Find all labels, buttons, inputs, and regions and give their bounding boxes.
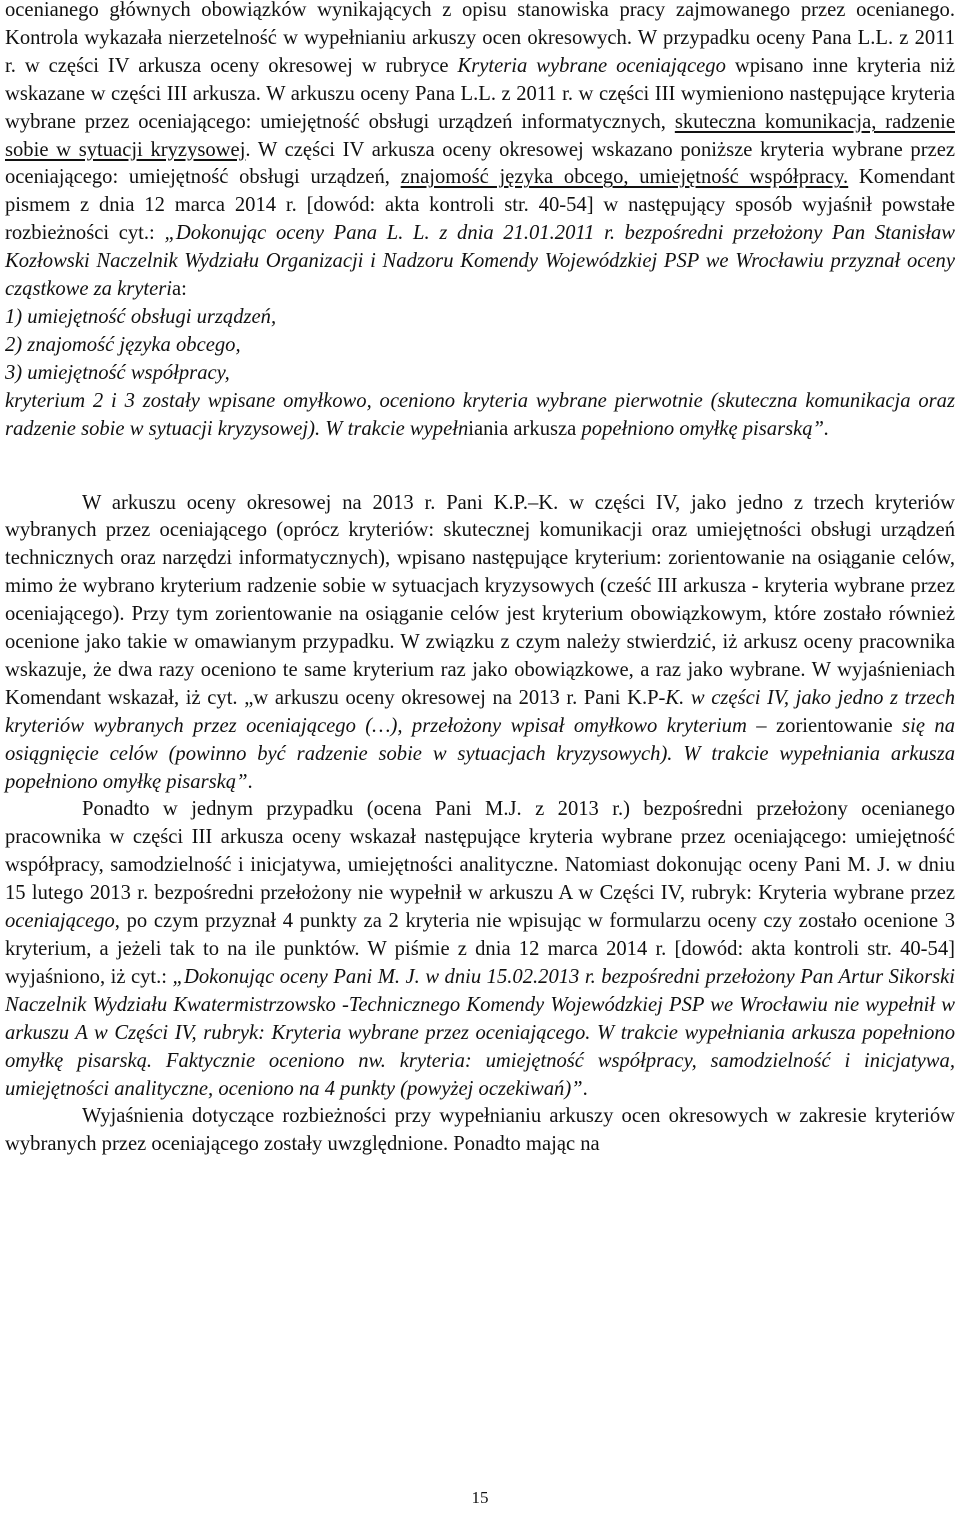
text-segment: Wyjaśnienia dotyczące rozbieżności przy wypełnianiu arkuszy ocen okresowych w zakresie kryteriów wybranych przez oceniającego zostały uwzględnione. Ponadto mając na: [5, 1105, 955, 1156]
text-segment: . W części IV arkusza oceny okresowej wskazano poniższe kryteria wybrane przez oceniającego: umiejętność obsługi urządzeń,: [5, 138, 955, 189]
list-item: 1) umiejętność obsługi urządzeń,: [5, 305, 277, 328]
paragraph-evaluation-mj: [5, 796, 955, 1103]
quote-segment: się na osiągnięcie celów (powinno być radzenie sobie w sytuacjach kryzysowych). W trakcie wypełniania arkusza popełniono omyłkę pisarską”: [5, 714, 956, 793]
text-segment: .: [582, 1077, 588, 1100]
text-segment: .: [247, 770, 253, 793]
underlined-segment: znajomość języka obcego, umiejętność współpracy.: [400, 166, 849, 189]
text-segment: Ponadto w jednym przypadku (ocena Pani M.J. z 2013 r.) bezpośredni przełożony ocenianego pracownika w części III arkusza oceny wskazał następujące kryteria wybrane przez oceniającego: umiejętność współpracy, samodzielność i inicjatywa, umiejętności analityczne. Natomiast dokonując oceny Pani M. J. w dniu 15 lutego 2013 r. bezpośredni przełożony nie wypełnił w arkuszu A w Części IV, rubryk: Kryteria wybrane przez: [5, 798, 955, 905]
list-item: 3) umiejętność współpracy,: [5, 361, 230, 384]
text-segment: a:: [172, 278, 187, 301]
quote-segment: popełniono omyłkę pisarską”.: [581, 417, 830, 440]
text-segment: ocenianego głównych obowiązków wynikających z opisu stanowiska pracy zajmowanego przez ocenianego. Kontrola wykazała nierzetelność w wypełnianiu arkuszy ocen okresowych. W przypadku oceny Pana L.L. z 2011 r. w części IV arkusza oceny okresowej w rubryce: [5, 0, 955, 77]
underlined-segment: skuteczna komunikacja, radzenie sobie w sytuacji kryzysowej: [5, 110, 955, 161]
quote-segment: K. w części IV, jako jedno z trzech kryteriów wybranych przez oceniającego (…), przełożony wpisał omyłkowo kryterium: [5, 686, 955, 737]
paragraph-evaluation-kpk: [5, 490, 955, 797]
quote-segment: kryterium 2 i 3 zostały wpisane omyłkowo, oceniono kryteria wybrane pierwotnie (skuteczna komunikacja oraz radzenie sobie w sytuacji kryzysowej). W trakcie wypełn: [5, 389, 955, 440]
text-segment: wpisano inne kryteria niż wskazane w części III arkusza. W arkuszu oceny Pana L.L. z 2011 r. w części III wymieniono następujące kryteria wybrane przez oceniającego: umiejętność obsługi urządzeń informatycznych,: [5, 54, 955, 133]
paragraph-evaluation-ll: [5, 0, 955, 444]
quote-segment: „Dokonując oceny Pani M. J. w dniu 15.02.2013 r. bezpośredni przełożony Pan Artur Sikorski Naczelnik Wydziału Kwatermistrzowsko -Technicznego Komendy Wojewódzkiej PSP we Wrocławiu nie wypełnił w arkuszu A w Części IV, rubryk: Kryteria wybrane przez oceniającego. W trakcie wypełniania arkusza popełniono omyłkę pisarską. Faktycznie oceniono nw. kryteria: umiejętność współpracy, samodzielność i inicjatywa, umiejętności analityczne, oceniono na 4 punkty (powyżej oczekiwań)”: [5, 965, 955, 1100]
text-segment: Komendant pismem z dnia 12 marca 2014 r. [dowód: akta kontroli str. 40-54] w następujący sposób wyjaśnił powstałe rozbieżności cyt.:: [5, 166, 955, 245]
paragraph-explanations: [5, 1103, 955, 1159]
quote-segment: „Dokonując oceny Pana L. L. z dnia 21.01.2011 r. bezpośredni przełożony Pan Stanisław Kozłowski Naczelnik Wydziału Organizacji i Nadzoru Komendy Wojewódzkiej PSP we Wrocławiu przyznał oceny cząstkowe za kryteri: [5, 222, 955, 301]
page-number: 15: [471, 1488, 489, 1507]
list-item: 2) znajomość języka obcego,: [5, 333, 241, 356]
text-segment: W arkuszu oceny okresowej na 2013 r. Pani K.P.–K. w części IV, jako jedno z trzech kryteriów wybranych przez oceniającego (oprócz kryteriów: skutecznej komunikacji oraz umiejętności obsługi urządzeń technicznych oraz narzędzi informatycznych), wpisano następujące kryterium: zorientowanie na osiąganie celów, mimo że wybrano kryterium radzenie sobie w sytuacjach kryzysowych (cześć III arkusza - kryteria wybrane przez oceniającego). Przy tym zorientowanie na osiąganie celów jest kryterium obowiązkowym, które zostało również ocenione jako takie w omawianym przypadku. W związku z czym należy stwierdzić, iż arkusz oceny pracownika wskazuje, że dwa razy oceniono te same kryterium raz jako obowiązkowe, a raz jako wybrane. W wyjaśnieniach Komendant wskazał, iż cyt.: [5, 491, 955, 709]
text-segment: „w arkuszu oceny okresowej na 2013 r. Pani K.P-: [244, 686, 666, 709]
text-segment: , po czym przyznał 4 punkty za 2 kryteria nie wpisując w formularzu oceny czy zostało ocenione 3 kryterium, a jeżeli tak to na ile punktów. W piśmie z dnia 12 marca 2014 r. [dowód: akta kontroli str. 40-54] wyjaśniono, iż cyt.:: [5, 910, 955, 988]
italic-segment: oceniającego: [5, 910, 115, 933]
text-segment: – zorientowanie: [746, 714, 903, 737]
italic-segment: Kryteria wybrane oceniającego: [457, 54, 726, 77]
text-segment: iania arkusza: [468, 417, 577, 440]
